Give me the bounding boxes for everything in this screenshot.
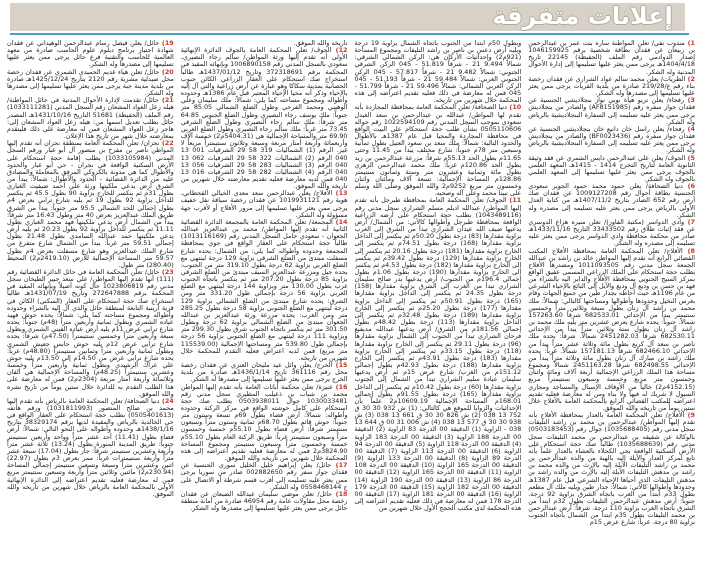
ad-number: 4): [684, 124, 695, 133]
ad-number: 11): [506, 196, 522, 205]
ad-entry: 6) دنيا الصحافة/ يعلن حمود محمد حمود الجوير سعودي الجنسية بطاقة أحوال رقم 1009127208 عن فقدان صك أرض رقم 652 الصادر بتاريخ 1407/11/2هـ من كتابة العدل الأولى بالرياض يرجى ممن يعثر عليه تسليمه إلى مصدره وله الشكر.: [528, 182, 695, 219]
ads-column-1: [528, 40, 695, 571]
page-title: إعلانات متفرقة: [492, 2, 673, 30]
ad-entry: 19) حائل/ يعلن فيصل رسام عبدالرحمن الوهيداني عن فقدان شهادة اجتياز برنامج دبلوم علوم الحاسب صادرة من معهد العالمية للحاسب والتقنية فرع حائل يرجى ممن يعثر عليها تسليمها إلى مصدرها وله الشكر.: [7, 40, 174, 69]
ad-entry: 10) دنيا الصحافة/ تعلن المحكمة العامة بمحافظة المجاردة بأنه تقدم لها المواطن/ عبدالله بن عبدالرحمن بن سعد الغبدل سعودي بموجب السجل المدني رقم 1022594109 رقم جواله 0505110606 بشأن طلب حجة استحكام على البيت الواقع في محافظة المجاردة والمحيا قبل عام 1387هـ بالأطوال والحدود التالية: شمالاً: ملك سعد بن سعود العتيل بطول ثمانية وسبعين متر 78م جنوباً: شارع مختلف يبدأ من 11.45 وحتى 11.65م بطول الحد 55.13م شرقاً: مزرعة عبدالرحمن بن زيد بطول الحد 120.86م غرباً: ملك محمد عبدالرحمن الزهري بطول مائة وثمانية وعشرون متر وستة وثمانون سنتيمتر 128.86م المساحة الإجمالية: تسعة آلاف ومائتان واثنان وخمسون متر مربع 9252م2 والله الموفق وصلى الله وسلم على نبينا محمد وعلى آله وصحبه.: [354, 103, 522, 198]
ad-number: 3): [684, 96, 695, 105]
ad-number: 19): [159, 40, 174, 47]
ad-number: 7): [684, 217, 695, 226]
ad-entry: وبطول 50م ابتدأ من الجنوب باتجاه الشمال بزاوية 19 درجة ويليه أرض دعس بن ناصر بن راشد التليفات ومجموع المساحة (921م2) وإحداثيات الأركان هي: الركن الشمالي الشرقي: شمالاً 9.494 21 - شرقاً 51.819 - 045 الركن الشرقي الجنوبي: شمالاً 9.482 21 - شرقاً 57.817 - 045 الركن الجنوبي الغربي: شمالاً 59.484 21 - شرقاً 51.193 - 045 الركن الغربي الشمالي: شمالاً 59.496 21 - شرقاً 51.799 - 045 فمن له معارضة في ذلك فعليه تقديم اعتراضه إلى هذه المحكمة خلال شهرين من تاريخه.: [354, 40, 522, 105]
ad-number: 15): [332, 361, 348, 370]
ad-entry: 13) الأفلاج/ يعلن عبدالرحمن سعد معدي الخيالي القحطاني، هوية رقم 1019931121 عن فقدان رخصة سياقة نقل خفيف يرجى ممن يعثر عليها تسليمها إلى مرور الأفلاج أو لأقرب جهة مسؤولة وله الشكر.: [180, 189, 348, 219]
ad-number: 2): [685, 74, 695, 83]
ad-entry: 24) دنيا الصحافة/ تعلن المحكمة العامة بالرياض بأنه تقدم إليها محمد بن صالح المنصور (1031811993) ورقم هاتفه (0505401613) بطلب حجة استحكام على العقار الواقع في حي الخالدية بالرياض والمقيدة لديها برقم 38329174 بتاريخ 1438/1/16هـ وحدوده وأطواله على النحو التالي: شمالاً: أرض فضاء بطول (11.41) أحد عشر متراً وواحد وأربعين سنتيمتر جنوباً: طريق المدينة المنورة بطول (13.24) ثلاثة عشر متراً وأربعة وعشرين سنتيمتر شرقاً: جار بطول (17.04) سبعة عشر متراً وأربعة سنتيمترات غرباً: ممر بعرض 3م بطول (22.97) اثنين وعشرين متراً وسبعة وتسعين سنتيمتر إجمالي المساحة (230.94م2) مائتين وثلاثين متراً وأربعة وتسعين سنتيمتر مربع فمن له معارضة فعليه تقديم اعتراضه إلى الدائرة الإنهائية الأولى بالمحكمة العامة بالرياض خلال شهرين من تاريخه والله الموفق.: [7, 396, 174, 498]
ad-number: 23): [159, 268, 174, 276]
ad-entry: 5) الجوف/ يعلن علي عبدالرحمن دايس الشمري عن فقد وثيقة الثانوية العامة لتاريخ التخرج 1414 - 1415هـ المعهد العلمي بالجوف يرجى ممن يعثر عليها تسليمها إلى المعهد العلمي بالجوف وله الشكر.: [528, 153, 695, 183]
ad-number: 14): [332, 217, 348, 226]
ad-number: 1): [684, 40, 695, 47]
ad-entry: 16) عنيزة/ تعلن محكمة أبانات العامة بأنه تقدم إليها المواطن محمد بن شباب بن ذعيلب المطيري سجل مدني رقم 1030033481 جوال 0503938011 يطلب صك حجة استحكام على كامل حوشته الواقع في مركز الركنة وحدوده وأطواله: شمالاً: أرض فضاء بطول 69م تسعة وستون متر جنوباً: حوش قائم بطول 68.70م ثمانية وستون متراً وسبعون سنتيمتر شرقاً: أرض فضاء بطول 55.10م خمسة وخمسون متراً وسبعون سنتيمتر غرباً: طريق الركنة العام بطول 55.10م خمسة وخمسون متراً وسبعون سنتيمتر ومجموع المساحة 3824.90م2 فمن له معارضة فعليه تقديم اعتراضه إلى هذه المحكمة خلال شهرين من تاريخه والله الموفق.: [180, 382, 348, 463]
ad-entry: 7) وادي الدواسر (مكتبة الفاوز)/ تعلن منيره هزاع الدوسري عن فقد إثبات طلاق رقم 33433502 التاريخ 1433/11/16هـ صادر من محكمة محافظة وادي الدواسر يرجى ممن يعثر عليه تسليمه إلى مصدره وله الشكر.: [528, 217, 695, 248]
ad-entry: 15) الخرج/ يعلن وائل عيد مليحان العنزي عن فقدان رخصة محل رقم 361116 تاريخ 1436/1/14هـ صادرة من بلدية الخرج يرجى ممن يعثر عليها تسليمها إلى مصدرها له الشكر.: [180, 361, 348, 384]
ad-number: 12): [331, 46, 348, 55]
ad-entry: 20) حائل/ تعلن هياء غديم الحميدي الشمري عن فقدان رخصة محل صيدلية مشربة رقم 2120 بتاريخ 1425/12/24هـ صادرة من بلدية مدينة جبة يرجى ممن يعثر عليها تسليمها إلى مصدرها وله الشكر.: [7, 67, 174, 98]
ads-column-4: [7, 40, 174, 571]
ad-number: 9): [684, 411, 695, 420]
ad-entry: 23) حائل/ تعلن المحكمة العامة في حائل الدائرة القضائية رقم (111) أنها تقدم إليها المواطن/ علي سعد جبير الطيخان سجل مدني رقم 1023806819 حال كونه أصيلاً وبإنهائه المقيد في المحكمة برقم 272647888 وتاريخ 1431/07/19هـ طالباً استخراج صك حجة استحكام على العقار (السكني) الكائن في قرية أرينبة التابعة لمنطقة حائل والذي آل إليه بالشراء وحدوده وأطواله ومجموع مساحته كما يلي: شمالاً: يحده حوش فهيد عياده الشمري وبطول ثمانية وأربعين متراً (48م) جنوباً: يحده شارع ترابي عرض 11م يليه أرض عياده الفيني الشمري وبطول سبعة وأربعين متراً وخمسين سنتيمتراً (47.50م) شرقاً: يحده شارع ترابي عرض 12م يليه حوش حابس جعيش الشمري وبطول ثمانية وأربعين متراً وثمانين سنتيمتراً (48.80م) غرباً: يحده شارع ترابي عرض من 14.50م إلى 13.50م يليه حوش علي عراك الرشيدي وبطول ثمانية وأربعين متراً وخمسة وعشرين سنتيمتراً (48.25م) والمساحة الإجمالية هي ألفان وثلاثمائة وأربعة أمتار مربعة (2304م2) فمن له معارضة على هذا الطلب التقدم به للدائرة خلال ستين يوماً من تاريخ نشره والله الموفق.: [7, 268, 174, 398]
ad-number: 24): [159, 396, 174, 405]
ads-columns: [7, 40, 695, 571]
ad-number: 16): [332, 382, 348, 391]
ad-number: 8): [682, 246, 695, 255]
header-divider-line: [10, 33, 689, 35]
ad-entry: 2) الطريات/ يعلن محمد سالم عواد الشراري عن فقدان رخصة بناء رقم ع/219/28 صادرة من بلدية القريات يرجى ممن يعثر عليها تسليمها إلى مصدرها وله الشكر.: [528, 74, 695, 98]
ad-number: 22): [159, 139, 174, 148]
ad-entry: 1) مندوب نفي/ تعلن المواطنة ساره بنت عمر بن عبدالرحمن بن ربيعان عن فقدان بطاقة شخصية برقم 1046159925 إصدار الدوادمي رقم الملف (الحفيظة) 22145 تاريخ 1404/4/18هـ يرجى ممن يعثر عليها تسليمها إلى إدارة الأحوال المدنية وله الشكر.: [528, 40, 695, 76]
ad-entry: 8) الأفلاج/ تعلن المحكمة العامة بمحافظة الأفلاج المكتب القضائي الرابع أنه تقدم إليها المواطن خالد بن راشد بن عبدالله الجمعة سجل مدني رقم 1011093505 ومصدرها الأفلاج بطلب حجة استحكام على الملك الزراعي المسمى عقيق الواقع بمركز السيح الجنوبي بمحافظة الأفلاج والداير اليه بالشراء من فهد بن حسن بن وديع آل وديع والآيل إلى البائع بالإحياء الشرعي من عام 1196هـ حيث أحاطه بجدار طين من جميع الجهات وقام بغرس النخيل وحدودها وأطوالها ومساحتها كالتالي: شمالاً: ملك محمد بن راشد آل زنان بطول سبعة وثلاثين متراً وخمسين سنتيمتر يبدأ من الإحداثي 682533.01 شرقاً 157263.60 شمالاً. جنوباً: يحده شارع يعرض عشرين متر يليه ملك محمد بن راشد آل زنان بطول ستة وثلاثين متراً يبدأ من الإحداثي 682530.11 شرقاً 2451282.03 شمالاً. شرقاً: يحده ملك ناصر بن سعد آل كريع بطول مائة وثلاثة عشر متراً يبدأ من الإحداثي 682466.10 شرقاً 157181.13 شمالاً. غرباً: يحده ملك راشد بن مبارك آل زنان بطول مائة وثلاثة متراً يبدأ من الإحداثي 682498.55 شرقاً 2451163.28 شمالاً ومجموع مساحة هذا الملك الزراعي الإجمالية أربعة آلاف ومائة واثنان وخمسون متر مربع وخمسة وسبعون سنتيمتراً مربع (4152.15م2) خالياً من الأوقاف الإسبال والمساجد ومجاري السيول لا شريك له فيها ولا بناء ومن له معارضة فعليه تقديم اعتراضه للمكتب القضائي الرابع بالمحكمة العامة بالأفلاج خلال ستين يوماً من تاريخه والله الموفق.: [528, 246, 695, 412]
ad-number: 6): [682, 182, 695, 191]
ad-entry: 3) رفحاء/ يعلن تريو هيأة نوبي نواز بنجلاديشي الجنسية عن فقدان جواز سفره رقم (AF8151985) والصادر من بنجلاديش يرجى ممن يعثر عليه تسليمه إلى السفارة البنجلاديشية بالرياض وله الشكر.: [528, 96, 695, 126]
ad-number: 17): [331, 461, 348, 470]
ad-entry: 4) رفحاء/ يعلن راسل خان دانيع خان بنجلاديشي الجنسية عن فقدان جواز سفره رقم (BF0023436) والصادر من بنجلاديش يرجى ممن يعثر عليه تسليمه إلى السفارة البنجلاديشية بالرياض وله الشكر.: [528, 124, 695, 155]
ad-number: 10): [507, 103, 522, 112]
ad-number: 21): [158, 96, 174, 105]
ad-entry: تاريخه والله الموفق.: [293, 40, 348, 47]
ads-column-2: [355, 40, 522, 571]
ad-number: 20): [159, 67, 174, 76]
ad-entry: 12) الجوف/ تعلن المحكمة العامة بالجوف الدائرة الإنهائية الأولى أنه تقدم إليها ورثة المواطن/ سالم رجاء النصيري، سعودي بالسجل المدني رقم 1006890158 وبإنهائه المقيد في المحكمة برقم 372318691 وتاريخ 1437/01/12هـ طالباً استخراج صك استحكام على العقار الزراعي الكائن جنوب الحصانية بمدينة سكاكا وهو عبارة عن أرض زراعية والتي آل إليه بالإحياء وذكر أنه محيا الإحياء المعتبر قبل عام 1386هـ وحدوده وأطواله ومجموع مساحته كما يلي: شمالاً: ملك سليمان وعلي الوهيبي ومحمد الفرحي وطول الضلع الشمالي 85.05 متر جنوباً: ملك يوسف رجاء النصيري وطول الضلع الجنوبي 64.85 متر شرقاً: ملك سالم رجاء النصيري وطول الضلع الشرقي 73.45 متر غرباً: ملك سالم رجاء النصيري وطول الضلع الغربي 69.90 متر والمساحة الإجمالية هي (5404.31م2) خمسة آلاف وأربعمائة وأربعة أمتار مربعة وسبعة وثلاثون سنتيمتراً مربعاً لا غير. الرقم (1) الشماليات 319 58 29 الشرقيات 001 13 040 الرقم (2) الشماليات 322 58 29 الشرقيات 062 13 040 الرقم (3) الشماليات 283 58 29 الشرقيات 056 13 040 الرقم (4) الشماليات 282 58 29 الشرقيات 016 13 040 فمن لديه معارضة فعليه تقديم معارضته خلال شهرين من تاريخه والله الموفق.: [180, 46, 348, 191]
ad-number: 5): [685, 153, 695, 162]
ads-column-3: [181, 40, 348, 571]
ad-number: 18): [332, 489, 348, 498]
ad-entry: 22) نجران/ تعلن المحكمة العامة بمنطقة نجران أنه تقدم إليها المواطن ناصر بن مفرح بن منصور آل أبو غبار ورقم السجل المدني (1033105984) يطلب إقامة حجة استحكام على الأرض السكنية الواقعة في نجران - حي أبو غبار والحدود والأطوال كما هي مدونة بالكروكي المرفق بالمعاملة والمصادق عليه من الدائرة القضائية - الحدود والأطوال: شمالاً: يبدأ من الشرق أرض يدعي ملكيتها ورثة علي أحمد ضيفيت الغباري بطول 31م ثم ينكسر للخارج بزاوية 90 بطول 45.5 ثم ينكسر للداخل بزاوية 92 بطول 19 ثم يليه شارع ترابي بعرض 4م بطول إجمالي للحد الشمالي 95.5 متر جنوباً: يبدأ من الشرق طريق الملك عبدالعزيز بعرض 40 متر وطول 16.43 متر شرقاً: يبدأ من الشمال أرض يدعي ملكيتها فهد محمد الغباري بطول 11.11 ثم ينكسر للداخل بزاوية 92 بطول 20.23 ثم يليه أرض يدعي ملكيتها حمد عبدالله السامدي بطول 21.48 بطول إجمالي 59.51 متر غرباً: يبدأ من الشمال شارع متفرع من شارع الملك عبدالعزيز وهو شارع مسفلت بعرض 4م بطول 59.57 متر المساحة الإجمالية للأرض (2419.10م2) المحيط (280.40) متر طول.: [7, 139, 174, 269]
ad-entry: 18) حائل/ تعلن موضي سليمان عبدالله الضبعان عن فقدان رخصة محل مقاولات عامة رقم 46954 صادرة من أمانة منطقة حائل يرجى ممن يعثر عليها تسليمها إلى مصدرها وله الشكر.: [180, 489, 348, 513]
ad-entry: 11) الجوف/ تعلن المحكمة العامة بمحافظة طبرجل بأنه تقدم إليها المواطن/ عبدالله اديلم مسلم الشراري سجل مدني رقم (1043489116) بطلب حجة استحكام على أرضه الزراعية الواقعة بمحافظة طبرجل وأطوالها كالآتي: من الشمال/ أرض يدعيها ضيف الله عيدان الشراري تبدأ من الشرق إلى الغرب بزاوية مقدارها (83) درجة بطول 50.20م ثم ينكسر إلى الداخل بزاوية مقدارها (168) درجة بطول 74.51م ثم ينكسر إلى الخارج بزاوية مقدارها (181) درجة بطول 20.16 ثم ينكسر إلى الخارج بزاوية مقدارها (129) درجة بطول 39.42م ثم ينكسر إلى الخارج بزاوية مقدارها (182) درجة بطول 4.53م ثم ينكسر إلى الخارج بزاوية مقدارها (190) درجة بطول 1.06م بطول إجمالي 196.4م من الجنوب/ أرض يدعيها بدر صالح سليمان الشراري تبدأ من الغرب إلى الشرق بزاوية مقدارها (158) درجة بطول 24.35 ثم ينكسر إلى الداخل بزاوية مقدارها (165) درجة بطول 50.91م ثم ينكسر إلى الداخل بزاوية مقدارها (177) درجة بطول 25.20م ثم ينكسر إلى الخارج بزاوية مقدارها (189) درجة بطول 32.48م ثم ينكسر إلى الداخل بزاوية مقدارها (113) درجة بطول 48.42م بطول إجمالي 181.56م من الشرق/ أرض يدعيها عبدالله مديفيع فرحان الشراري تبدأ من الجنوب إلى الشمال بزاوية مقدارها (96) درجة بطول 29.11 ثم ينكسر إلى الخارج بزاوية مقدارها (118) درجة بطول 33.15م ثم ينكسر إلى الخارج بزاوية مقدارها (183) درجة بطول 43.91م ثم ينكسر إلى الخارج بزاوية مقدارها (188) درجة بطول 42.93م بطول إجمالي 151.12م من الغرب/ شارع عرض 15م ثم أرض يدعيها سليمان عيادة سليم الشراري تبدأ من الشمال إلى الجنوب بزاوية مقدارها (60) درجة بطول 10.42م ثم ينكسر إلى الداخل بزاوية مقدارها (165) درجة بطول 91.55م بطول إجمالي 168.01م المساحة الإجمالية 10609.19م2 علماً بأن الإحداثيات والزوايا للموقع هي كالتالي: (1) ش 932 30 30 ق 752 13 038 (2) ش 826 30 30 ق 661 13 038 (3) ش 938 30 30 ق 577 13 038 (4) ش 006 31 00 ق 644 13 038 - الزاوية (1) الدقيقة 00 الدرجة 83 الزاوية (2) الدقيقة 00 الدرجة 188 الزاوية (3) الدقيقة 00 الدرجة 183 الزاوية (4) الدقيقة 00 الدرجة 118 الزاوية (5) الدقيقة 00 الدرجة 94 الزاوية (6) الدقيقة 00 الدرجة 113 الزاوية (7) الدقيقة 00 الدرجة 89 الزاوية (8) الدقيقة 00 الدرجة 133 الزاوية (9) الدقيقة 00 الدرجة 165 الزاوية (10) الدقيقة 00 الدرجة 108 الزاوية (11) الدقيقة 00 الدرجة 165 الزاوية (12) الدقيقة 00 الدرجة 86 الزاوية (13) الدقيقة 00 الدرجة 190 الزاوية (14) الدقيقة 00 الدرجة 182 الزاوية (15) الدقيقة 00 الدرجة 179 الزاوية (16) الدقيقة 00 الدرجة 181 الزاوية (17) الدقيقة 00 الدرجة 178 فمن له معارضة في ذلك فعليه تقديم اعتراضه إلى هذه المحكمة لدى مكتب الحجج الأول خلال شهرين من: [354, 196, 522, 513]
ad-entry: 9) الأفلاج/ تعلن المحكمة العامة بالعدار بمحافظة الأفلاج بأنه تقدم إليها المواطن/ عبدالرحمن بن محمد بن راشد التليفات سجل مدني رقم (1035688405) جوال رقم (0503183453) بالوكالة عن شقيقه بن عبدالرحمن بن محمد التليفات سجل مدني رقم (1035688639) طالباً صك حجة استحكام على الأرض السكنية الواقعة بحي الكحلاء بالعشاء بالعدار علماً بأنه تابع لمركز العدار والآيلة إليه بالهبة من والده عبدالرحمن بن محمد بن راشد التليفات الآيلة إليه بالإرث من والده محمد بن راشد بن مدهش التليفات الآيلة إليه بالإرث من والده راشد بن مدهش التليفات الذي أحياها الإحياء الشرعي قبل عام 1387هـ وحدودها وأطوالها كالآتي: شمالاً: جدار طين ويليه ملك آل مطعم بطول 33م ابتدأ من الغرب باتجاه الشرق بزاوية 92 درجة. جنوباً: أرض مدهش عبدالرحمن التليفات بطول 32م ابتدأ من الشرق باتجاه الغرب بزاوية 110 درجة. شرقاً: أرض عبدالرحمن بن محمد التليفات بطول 35م ابتدأ من الشمال باتجاه الجنوب بزاوية 80 درجة. غرباً: شارع عرض 15م: [528, 411, 695, 527]
ad-number: 13): [332, 189, 348, 198]
ad-entry: 17) حائل/ يعلن إبراهيم خليل الخليل سوري الجنسية عن فقدان جواز سفر رقم 002882650 صادر من سوريا يرجى ممن يعثر عليه تسليمه إلى أقرب قسم شرطة أو الاتصال على ج 0558468144 وله الشكر.: [180, 461, 348, 491]
ad-entry: 14) المجمعة/ تعلن المحكمة العامة بالمجمعة الدائرة القضائية الثانية أنه تقدم إليها المواطن/ محمد بن عبدالعزيز عبدالله الجعوان - سعودي حامل السجل المدني رقم (1013116169) طالباً حجة استحكام على العقار الواقع في جوي بمحافظة المجمعة وحدوده وأطواله كما يلي: من الشمال: يحده شارع مسفلت مبتدئ من الضلع الشرقي بزاوية 129 درجة لينتهي مع الضلع الغربي بزاوية 62 درجة بطول 319.10 متر من الجنوب: يحده جبل ومزرعة عبدالعزيز السيف مبتدئ من الضلع الشرقي بزاوية 85 درجة بطول 207.20 متر ثم ينكسر باتجاه الجنوب غرب بطول 130.00 متر وبزاوية 144 درجة لينتهي مع الضلع الغربي بزاوية 56 درجة بإجمالي طول 331.20 متر ومن الشرق: يحده شارع مبتدئ من الضلع الشمالي بزاوية 129 درجة لينتهي مع الضلع الجنوبي بزاوية 58 درجة بطول 285.25 متر ومن الغرب: يحده مزرعة ورثة عبدالعزيز بن عبدالله الجعوان مبتدئ من الضلع الشمالي بزاوية 62 درجة وبطول 301.50 متر ثم ينكسر باتجاه الجنوب شرق بطول 299.30 متر وبزاوية 111 درجة لينتهي مع الضلع الجنوبي بزاوية 56 درجة بإجمالي طول 539.80 متر ومساحتها الإجمالية (115539.00 متر مربع) فمن لديه اعتراض فعليه التقدم للمحكمة خلال شهرين من تاريخه.: [180, 217, 348, 362]
ad-entry: 21) حائل/ تقدمت لإدارة الأحوال المدنية في حائل المواطنة/ هيله زعل العواد المشعان رقم السجل المدني (1033111281) رقم الملف (الحفيظة) 51681 التاريخ 1431/10/16هـ المصدر حائل بطلب تعديل اسمها من: هيله زعل العواد المشعان إلى: هاجر زعل العواد المشعان فمن له معارضة على ذلك فليتقدم بمعارضته خلال شهر من تاريخ هذا الإعلان.: [7, 96, 174, 141]
